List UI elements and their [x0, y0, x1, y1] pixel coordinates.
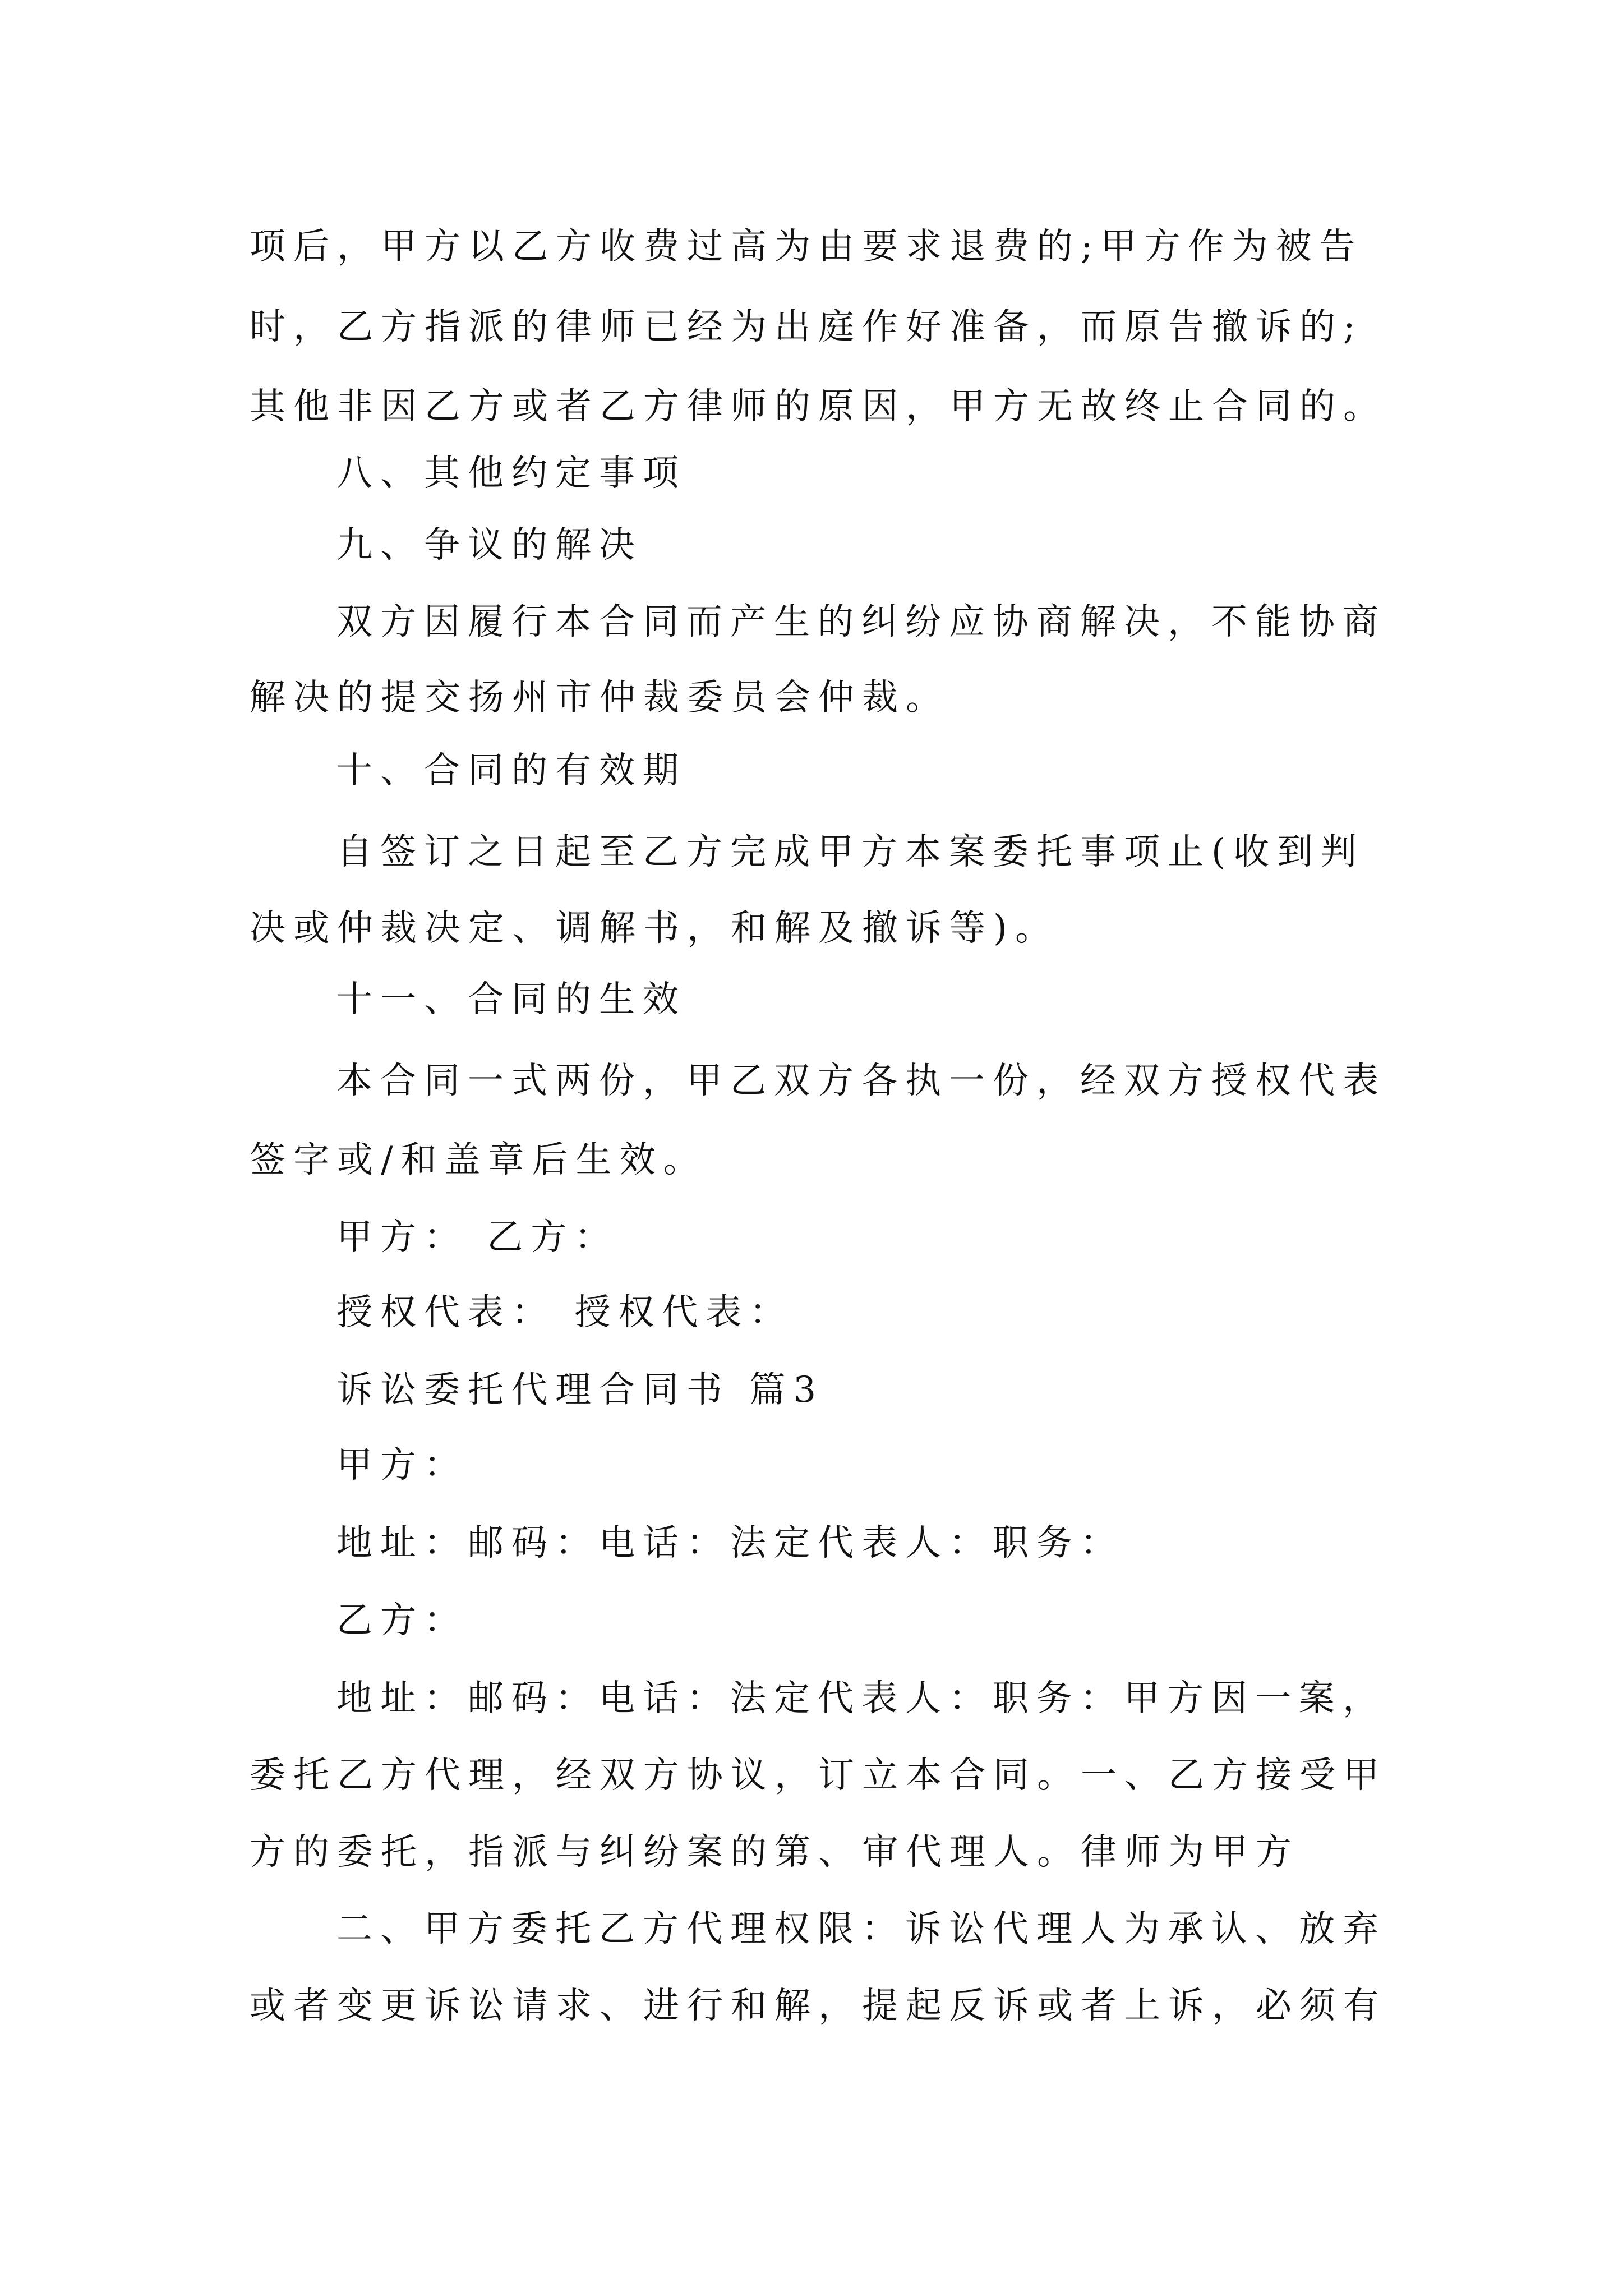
text-line: 地址：邮码：电话：法定代表人：职务： — [336, 1522, 1124, 1564]
text-line: 决或仲裁决定、调解书，和解及撤诉等)。 — [250, 908, 1059, 949]
section-heading: 八、其他约定事项 — [336, 453, 686, 494]
text-line: 或者变更诉讼请求、进行和解，提起反诉或者上诉，必须有 — [250, 1985, 1387, 2027]
text-line: 自签订之日起至乙方完成甲方本案委托事项止(收到判 — [336, 831, 1364, 873]
text-line: 项后，甲方以乙方收费过高为由要求退费的;甲方作为被告 — [250, 226, 1363, 268]
section-heading: 九、争议的解决 — [336, 524, 643, 566]
section-title: 诉讼委托代理合同书 篇3 — [336, 1369, 824, 1411]
text-line: 委托乙方代理，经双方协议，订立本合同。一、乙方接受甲 — [250, 1755, 1387, 1796]
text-line: 签字或/和盖章后生效。 — [250, 1139, 707, 1181]
signature-line: 甲方： 乙方： — [336, 1217, 619, 1258]
party-line: 乙方： — [336, 1600, 468, 1641]
text-line: 地址：邮码：电话：法定代表人：职务：甲方因一案， — [336, 1678, 1386, 1719]
text-line: 其他非因乙方或者乙方律师的原因，甲方无故终止合同的。 — [250, 386, 1387, 427]
text-line: 本合同一式两份，甲乙双方各执一份，经双方授权代表 — [336, 1060, 1386, 1102]
text-line: 解决的提交扬州市仲裁委员会仲裁。 — [250, 677, 949, 719]
text-line: 二、甲方委托乙方代理权限：诉讼代理人为承认、放弃 — [336, 1908, 1386, 1950]
party-line: 甲方： — [336, 1444, 468, 1486]
signature-line: 授权代表： 授权代表： — [336, 1292, 794, 1333]
text-line: 方的委托，指派与纠纷案的第、审代理人。律师为甲方 — [250, 1832, 1299, 1873]
section-heading: 十一、合同的生效 — [336, 979, 686, 1020]
text-line: 时，乙方指派的律师已经为出庭作好准备，而原告撤诉的; — [250, 306, 1363, 348]
section-heading: 十、合同的有效期 — [336, 750, 686, 792]
text-line: 双方因履行本合同而产生的纠纷应协商解决，不能协商 — [336, 601, 1386, 643]
